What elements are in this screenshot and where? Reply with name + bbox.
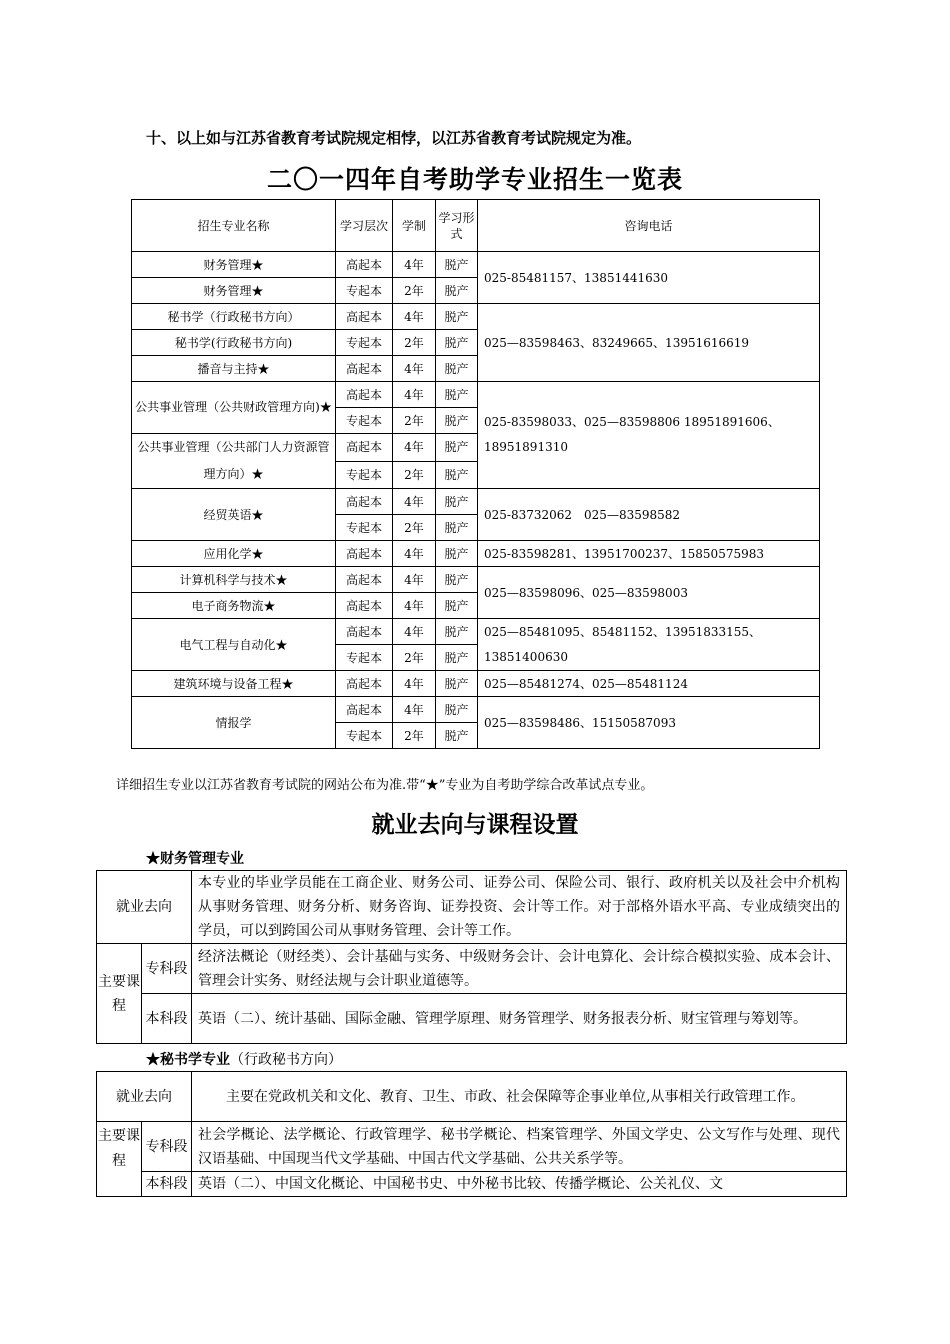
section-title: 就业去向与课程设置 (371, 811, 579, 838)
years-cell: 4年 (393, 304, 436, 330)
junior-courses-text: 经济法概论（财经类）、会计基础与实务、中级财务会计、会计电算化、会计综合模拟实验、成本会计、管理会计实务、财经法规与会计职业道德等。 (192, 944, 847, 994)
level-cell: 高起本 (336, 252, 393, 278)
major-name: 播音与主持★ (132, 356, 336, 382)
years-cell: 4年 (393, 489, 436, 515)
level-cell: 专起本 (336, 723, 393, 749)
major-heading-text: ★秘书学专业 (146, 1052, 230, 1068)
form-cell: 脱产 (436, 304, 478, 330)
major-name: 公共事业管理（公共财政管理方向)★ (132, 382, 336, 434)
major-name: 电气工程与自动化★ (132, 619, 336, 671)
table-row (132, 619, 820, 645)
header-form: 学习形式 (436, 200, 478, 252)
table-row (132, 252, 820, 278)
header-phone: 咨询电话 (478, 200, 820, 252)
table-row (132, 304, 820, 330)
major-name: 财务管理★ (132, 252, 336, 278)
form-cell: 脱产 (436, 723, 478, 749)
header-level: 学习层次 (336, 200, 393, 252)
main-courses-label: 主要课程 (97, 1122, 142, 1197)
form-cell: 脱产 (436, 278, 478, 304)
form-cell: 脱产 (436, 330, 478, 356)
level-cell: 专起本 (336, 461, 393, 489)
level-cell: 高起本 (336, 697, 393, 723)
employment-text: 主要在党政机关和文化、教育、卫生、市政、社会保障等企事业单位,从事相关行政管理工作。 (192, 1072, 847, 1122)
years-cell: 4年 (393, 356, 436, 382)
years-cell: 4年 (393, 697, 436, 723)
undergrad-courses-text: 英语（二）、统计基础、国际金融、管理学原理、财务管理学、财务报表分析、财宝管理与筹划等。 (192, 994, 847, 1044)
major-heading-suffix: （行政秘书方向） (230, 1052, 342, 1068)
major-name: 经贸英语★ (132, 489, 336, 541)
form-cell: 脱产 (436, 619, 478, 645)
header-name: 招生专业名称 (132, 200, 336, 252)
major-name: 秘书学(行政秘书方向) (132, 330, 336, 356)
major-name: 情报学 (132, 697, 336, 749)
phone-cell: 025-83598033、025—83598806 18951891606、18951891310 (478, 382, 820, 489)
form-cell: 脱产 (436, 489, 478, 515)
years-cell: 2年 (393, 408, 436, 434)
header-years: 学制 (393, 200, 436, 252)
table-row (132, 382, 820, 408)
table-header-row (132, 200, 820, 252)
employment-text: 本专业的毕业学员能在工商企业、财务公司、证券公司、保险公司、银行、政府机关以及社会中介机构从事财务管理、财务分析、财务咨询、证券投资、会计等工作。对于部格外语水平高、专业成绩突出的学员，可以到跨国公司从事财务管理、会计等工作。 (192, 871, 847, 944)
junior-stage-label: 专科段 (142, 944, 192, 994)
level-cell: 高起本 (336, 434, 393, 462)
form-cell: 脱产 (436, 382, 478, 408)
years-cell: 4年 (393, 671, 436, 697)
major-heading-text: ★财务管理专业 (146, 851, 244, 867)
course-table-secretary (96, 1071, 847, 1197)
table-footnote: 详细招生专业以江苏省教育考试院的网站公布为准.带“★”专业为自考助学综合改革试点专业。 (116, 778, 654, 793)
level-cell: 专起本 (336, 408, 393, 434)
years-cell: 4年 (393, 619, 436, 645)
employment-label: 就业去向 (97, 1072, 192, 1122)
phone-cell: 025—83598486、15150587093 (478, 697, 820, 749)
years-cell: 2年 (393, 645, 436, 671)
years-cell: 2年 (393, 461, 436, 489)
employment-label: 就业去向 (97, 871, 192, 944)
years-cell: 4年 (393, 541, 436, 567)
phone-cell: 025-83598281、13951700237、15850575983 (478, 541, 820, 567)
course-table-finance (96, 870, 847, 1044)
major-heading-secretary (146, 1049, 342, 1069)
undergrad-courses-text: 英语（二）、中国文化概论、中国秘书史、中外秘书比较、传播学概论、公关礼仪、文 (192, 1172, 847, 1197)
form-cell: 脱产 (436, 252, 478, 278)
form-cell: 脱产 (436, 408, 478, 434)
level-cell: 高起本 (336, 356, 393, 382)
level-cell: 专起本 (336, 278, 393, 304)
phone-cell: 025—85481274、025—85481124 (478, 671, 820, 697)
level-cell: 高起本 (336, 541, 393, 567)
form-cell: 脱产 (436, 593, 478, 619)
junior-stage-label: 专科段 (142, 1122, 192, 1172)
years-cell: 4年 (393, 434, 436, 462)
phone-cell: 025—83598463、83249665、13951616619 (478, 304, 820, 382)
form-cell: 脱产 (436, 515, 478, 541)
years-cell: 2年 (393, 515, 436, 541)
level-cell: 高起本 (336, 671, 393, 697)
main-courses-label: 主要课程 (97, 944, 142, 1044)
years-cell: 2年 (393, 723, 436, 749)
major-name: 应用化学★ (132, 541, 336, 567)
form-cell: 脱产 (436, 541, 478, 567)
phone-cell: 025—85481095、85481152、13951833155、13851400630 (478, 619, 820, 671)
phone-cell: 025-85481157、13851441630 (478, 252, 820, 304)
undergrad-stage-label: 本科段 (142, 1172, 192, 1197)
form-cell: 脱产 (436, 567, 478, 593)
major-name: 公共事业管理（公共部门人力资源管理方向）★ (132, 434, 336, 489)
form-cell: 脱产 (436, 645, 478, 671)
years-cell: 4年 (393, 567, 436, 593)
form-cell: 脱产 (436, 356, 478, 382)
level-cell: 专起本 (336, 645, 393, 671)
level-cell: 高起本 (336, 593, 393, 619)
form-cell: 脱产 (436, 697, 478, 723)
years-cell: 4年 (393, 252, 436, 278)
level-cell: 高起本 (336, 567, 393, 593)
form-cell: 脱产 (436, 671, 478, 697)
table-title: 二〇一四年自考助学专业招生一览表 (266, 165, 683, 194)
major-name: 秘书学（行政秘书方向） (132, 304, 336, 330)
level-cell: 高起本 (336, 382, 393, 408)
major-heading-finance (146, 848, 244, 868)
table-row (132, 489, 820, 515)
form-cell: 脱产 (436, 434, 478, 462)
years-cell: 2年 (393, 278, 436, 304)
table-row (132, 567, 820, 593)
table-row (132, 541, 820, 567)
major-name: 计算机科学与技术★ (132, 567, 336, 593)
table-row (132, 671, 820, 697)
phone-cell: 025—83598096、025—83598003 (478, 567, 820, 619)
phone-cell: 025-83732062 025—83598582 (478, 489, 820, 541)
enrollment-table (131, 199, 820, 749)
major-name: 建筑环境与设备工程★ (132, 671, 336, 697)
level-cell: 专起本 (336, 330, 393, 356)
table-row (132, 697, 820, 723)
years-cell: 4年 (393, 382, 436, 408)
junior-courses-text: 社会学概论、法学概论、行政管理学、秘书学概论、档案管理学、外国文学史、公文写作与处理、现代汉语基础、中国现当代文学基础、中国古代文学基础、公共关系学等。 (192, 1122, 847, 1172)
undergrad-stage-label: 本科段 (142, 994, 192, 1044)
level-cell: 高起本 (336, 304, 393, 330)
major-name: 财务管理★ (132, 278, 336, 304)
major-name: 电子商务物流★ (132, 593, 336, 619)
level-cell: 高起本 (336, 619, 393, 645)
years-cell: 4年 (393, 593, 436, 619)
form-cell: 脱产 (436, 461, 478, 489)
level-cell: 高起本 (336, 489, 393, 515)
level-cell: 专起本 (336, 515, 393, 541)
years-cell: 2年 (393, 330, 436, 356)
note-item-10: 十、以上如与江苏省教育考试院规定相悖，以江苏省教育考试院规定为准。 (146, 129, 642, 147)
